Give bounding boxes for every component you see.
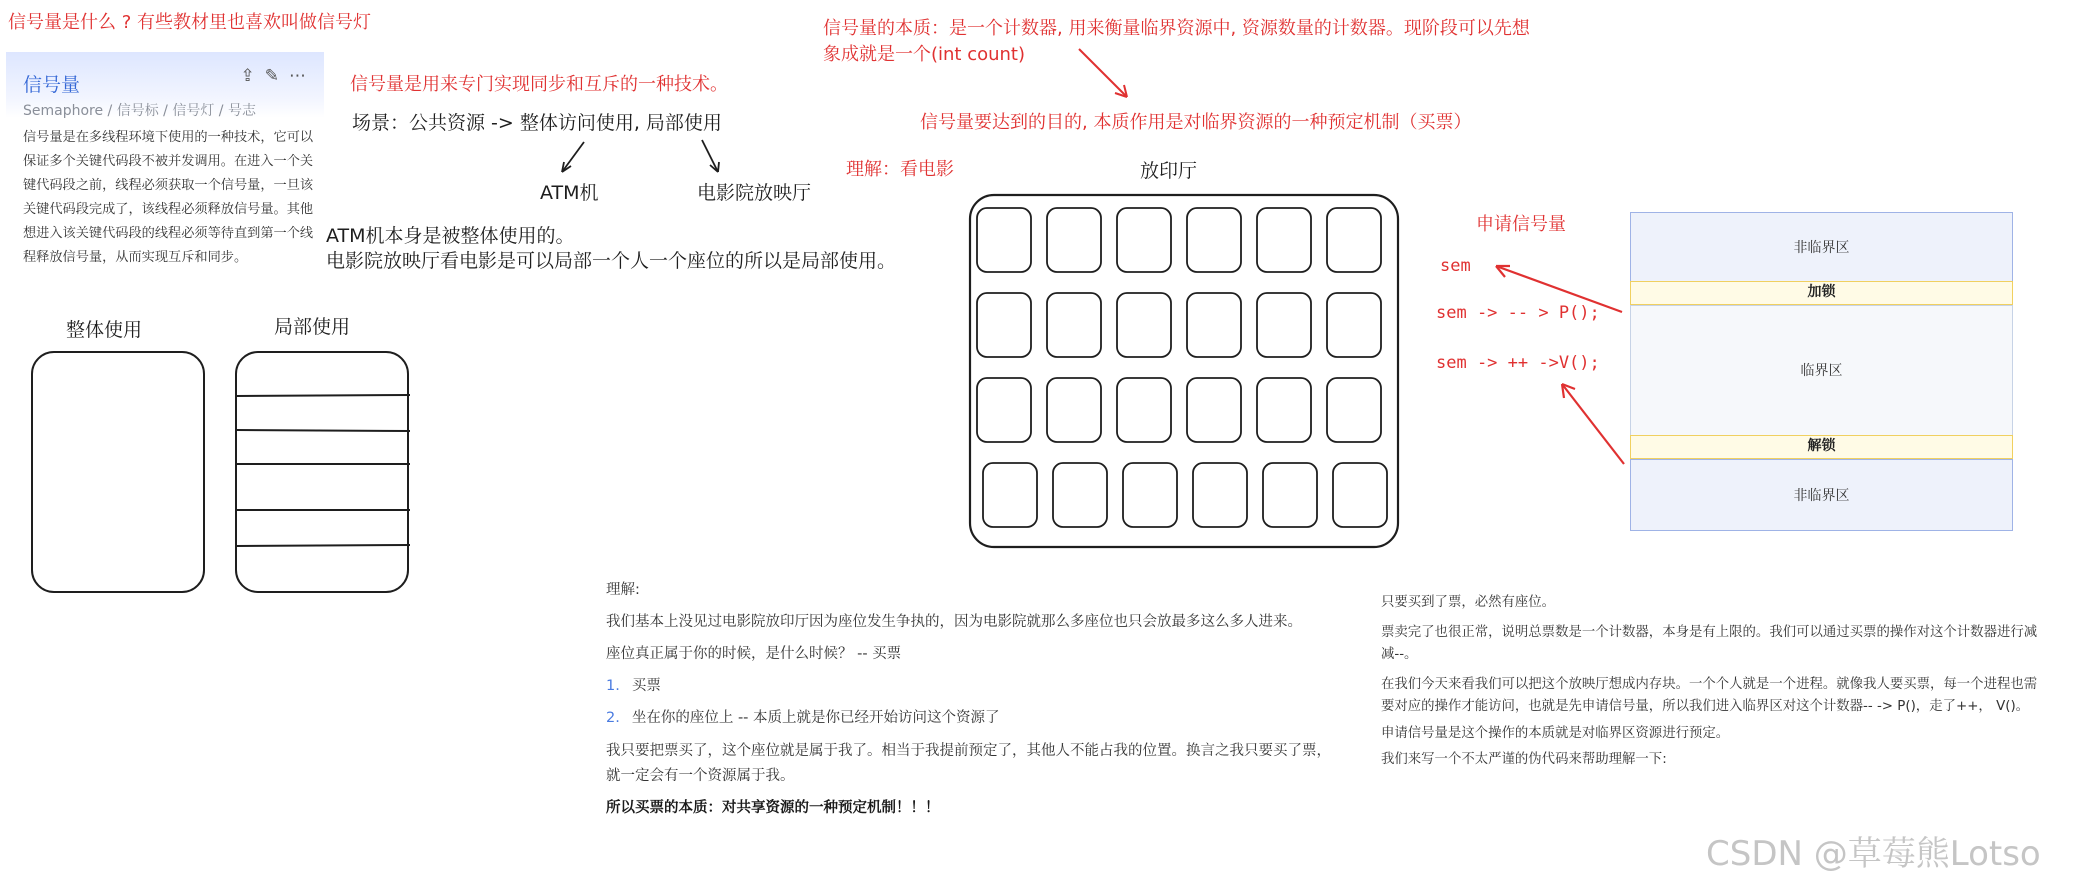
seat (1047, 378, 1101, 442)
seat (1117, 208, 1171, 272)
explain-right-p3-2: 要对应的操作才能访问，也就是先申请信号量，所以我们进入临界区对这个计数器-- -> P()，走了++， V()。 (1381, 699, 2030, 714)
explain-right-p3-1: 在我们今天来看我们可以把这个放映厅想成内存块。一个个人就是一个进程。就像我人要买票，每一个进程也需 (1381, 677, 2038, 692)
card-subtitle: Semaphore / 信号标 / 信号灯 / 号志 (23, 103, 256, 119)
seat (1123, 463, 1177, 527)
scene-arrows (540, 138, 740, 183)
card-icons (241, 66, 317, 86)
seat (1257, 293, 1311, 357)
explain-item-1: 1. 买票 (606, 678, 661, 694)
seat (1327, 293, 1381, 357)
arrow-to-sem (1496, 266, 1622, 312)
explain-heading: 理解: (606, 582, 640, 598)
note-scene: 场景：公共资源 -> 整体访问使用, 局部使用 (352, 112, 722, 134)
seat (1187, 208, 1241, 272)
explain-item-2: 2. 坐在你的座位上 -- 本质上就是你已经开始访问这个资源了 (606, 710, 1000, 726)
explain-conclusion: 所以买票的本质：对共享资源的一种预定机制！！！ (606, 800, 940, 816)
cinema-hall (965, 190, 1405, 555)
explain-p1: 我们基本上没见过电影院放印厅因为座位发生争执的，因为电影院就那么多座位也只会放最多这么多人进来。 (606, 614, 1302, 630)
more-icon[interactable]: ⋯ (289, 66, 316, 86)
note-atm: ATM机 (540, 182, 599, 204)
lock-band: 加锁 (1630, 281, 2013, 305)
watermark: CSDN @草莓熊Lotso (1706, 834, 2041, 874)
explain-right-p2-2: 减--。 (1381, 647, 1418, 662)
card-title[interactable]: 信号量 (23, 74, 81, 96)
note-cinema: 电影院放映厅 (697, 182, 812, 204)
whole-box (32, 352, 204, 592)
note-sem-v: sem -> ++ ->V(); (1436, 353, 1600, 373)
note-purpose: 信号量要达到的目的, 本质作用是对临界资源的一种预定机制（买票） (920, 112, 1472, 133)
critical-zone: 临界区 (1630, 305, 2013, 436)
non-critical-zone-top: 非临界区 (1630, 212, 2013, 282)
note-understand-movie: 理解：看电影 (846, 159, 954, 180)
seat (1257, 208, 1311, 272)
non-critical-zone-bottom: 非临界区 (1630, 459, 2013, 531)
seat (1187, 378, 1241, 442)
edit-icon[interactable]: ✎ (264, 66, 289, 86)
explain-right-p4: 申请信号量是这个操作的本质就是对临界区资源进行预定。 (1381, 726, 1730, 741)
share-icon[interactable]: ⇪ (240, 66, 265, 86)
explain-p2: 座位真正属于你的时候，是什么时候？ -- 买票 (606, 646, 902, 662)
seat (977, 378, 1031, 442)
essence-arrow (1075, 45, 1135, 105)
note-essence-2: 象成就是一个(int count) (823, 44, 1026, 65)
seat (977, 208, 1031, 272)
note-cinema-usage: 电影院放映厅看电影是可以局部一个人一个座位的所以是局部使用。 (326, 250, 897, 272)
baike-card (6, 52, 324, 288)
arrow-to-cinema (702, 140, 718, 172)
seat (1047, 293, 1101, 357)
seat (1327, 208, 1381, 272)
label-partial: 局部使用 (274, 316, 351, 338)
note-atm-usage: ATM机本身是被整体使用的。 (326, 225, 575, 247)
card-body: 信号量是在多线程环境下使用的一种技术，它可以保证多个关键代码段不被并发调用。在进入一个关键代码段之前，线程必须获取一个信号量，一旦该关键代码段完成了，该线程必须释放信号量。其他想进入该关键代码段的线程必须等待直到第一个线程释放信号量，从而实现互斥和同步。 (23, 130, 314, 265)
note-sem: sem (1440, 256, 1471, 276)
explain-right-p2-1: 票卖完了也很正常，说明总票数是一个计数器，本身是有上限的。我们可以通过买票的操作对这个计数器进行减 (1381, 625, 2038, 640)
note-tech: 信号量是用来专门实现同步和互斥的一种技术。 (350, 74, 728, 95)
seat (1193, 463, 1247, 527)
usage-boxes (20, 340, 420, 600)
partial-line (236, 430, 410, 431)
explain-right-p5: 我们来写一个不太严谨的伪代码来帮助理解一下: (1381, 752, 1667, 767)
seat (983, 463, 1037, 527)
seat (1047, 208, 1101, 272)
seat (1333, 463, 1387, 527)
note-apply: 申请信号量 (1476, 214, 1566, 235)
partial-line (236, 395, 410, 396)
note-essence-1: 信号量的本质：是一个计数器, 用来衡量临界资源中, 资源数量的计数器。现阶段可以先想 (823, 18, 1530, 39)
partial-line (236, 545, 410, 546)
seat (1263, 463, 1317, 527)
seat (1117, 378, 1171, 442)
seat (1187, 293, 1241, 357)
semaphore-arrows (1490, 258, 1630, 468)
label-whole: 整体使用 (66, 319, 143, 341)
hall-title: 放印厅 (1140, 160, 1198, 182)
seat (1327, 378, 1381, 442)
title-question: 信号量是什么 ? 有些教材里也喜欢叫做信号灯 (8, 12, 371, 33)
arrow-to-atm (562, 142, 584, 172)
unlock-band: 解锁 (1630, 435, 2013, 459)
seat (1053, 463, 1107, 527)
partial-box (236, 352, 408, 592)
seat (977, 293, 1031, 357)
seat (1117, 293, 1171, 357)
explain-right-p1: 只要买到了票，必然有座位。 (1381, 595, 1556, 610)
note-sem-p: sem -> -- > P(); (1436, 303, 1600, 323)
explain-p3-1: 我只要把票买了，这个座位就是属于我了。相当于我提前预定了，其他人不能占我的位置。换言之我只要买了票， (606, 743, 1331, 759)
seat (1257, 378, 1311, 442)
arrow-to-sem-v (1562, 384, 1624, 464)
explain-p3-2: 就一定会有一个资源属于我。 (606, 768, 795, 784)
